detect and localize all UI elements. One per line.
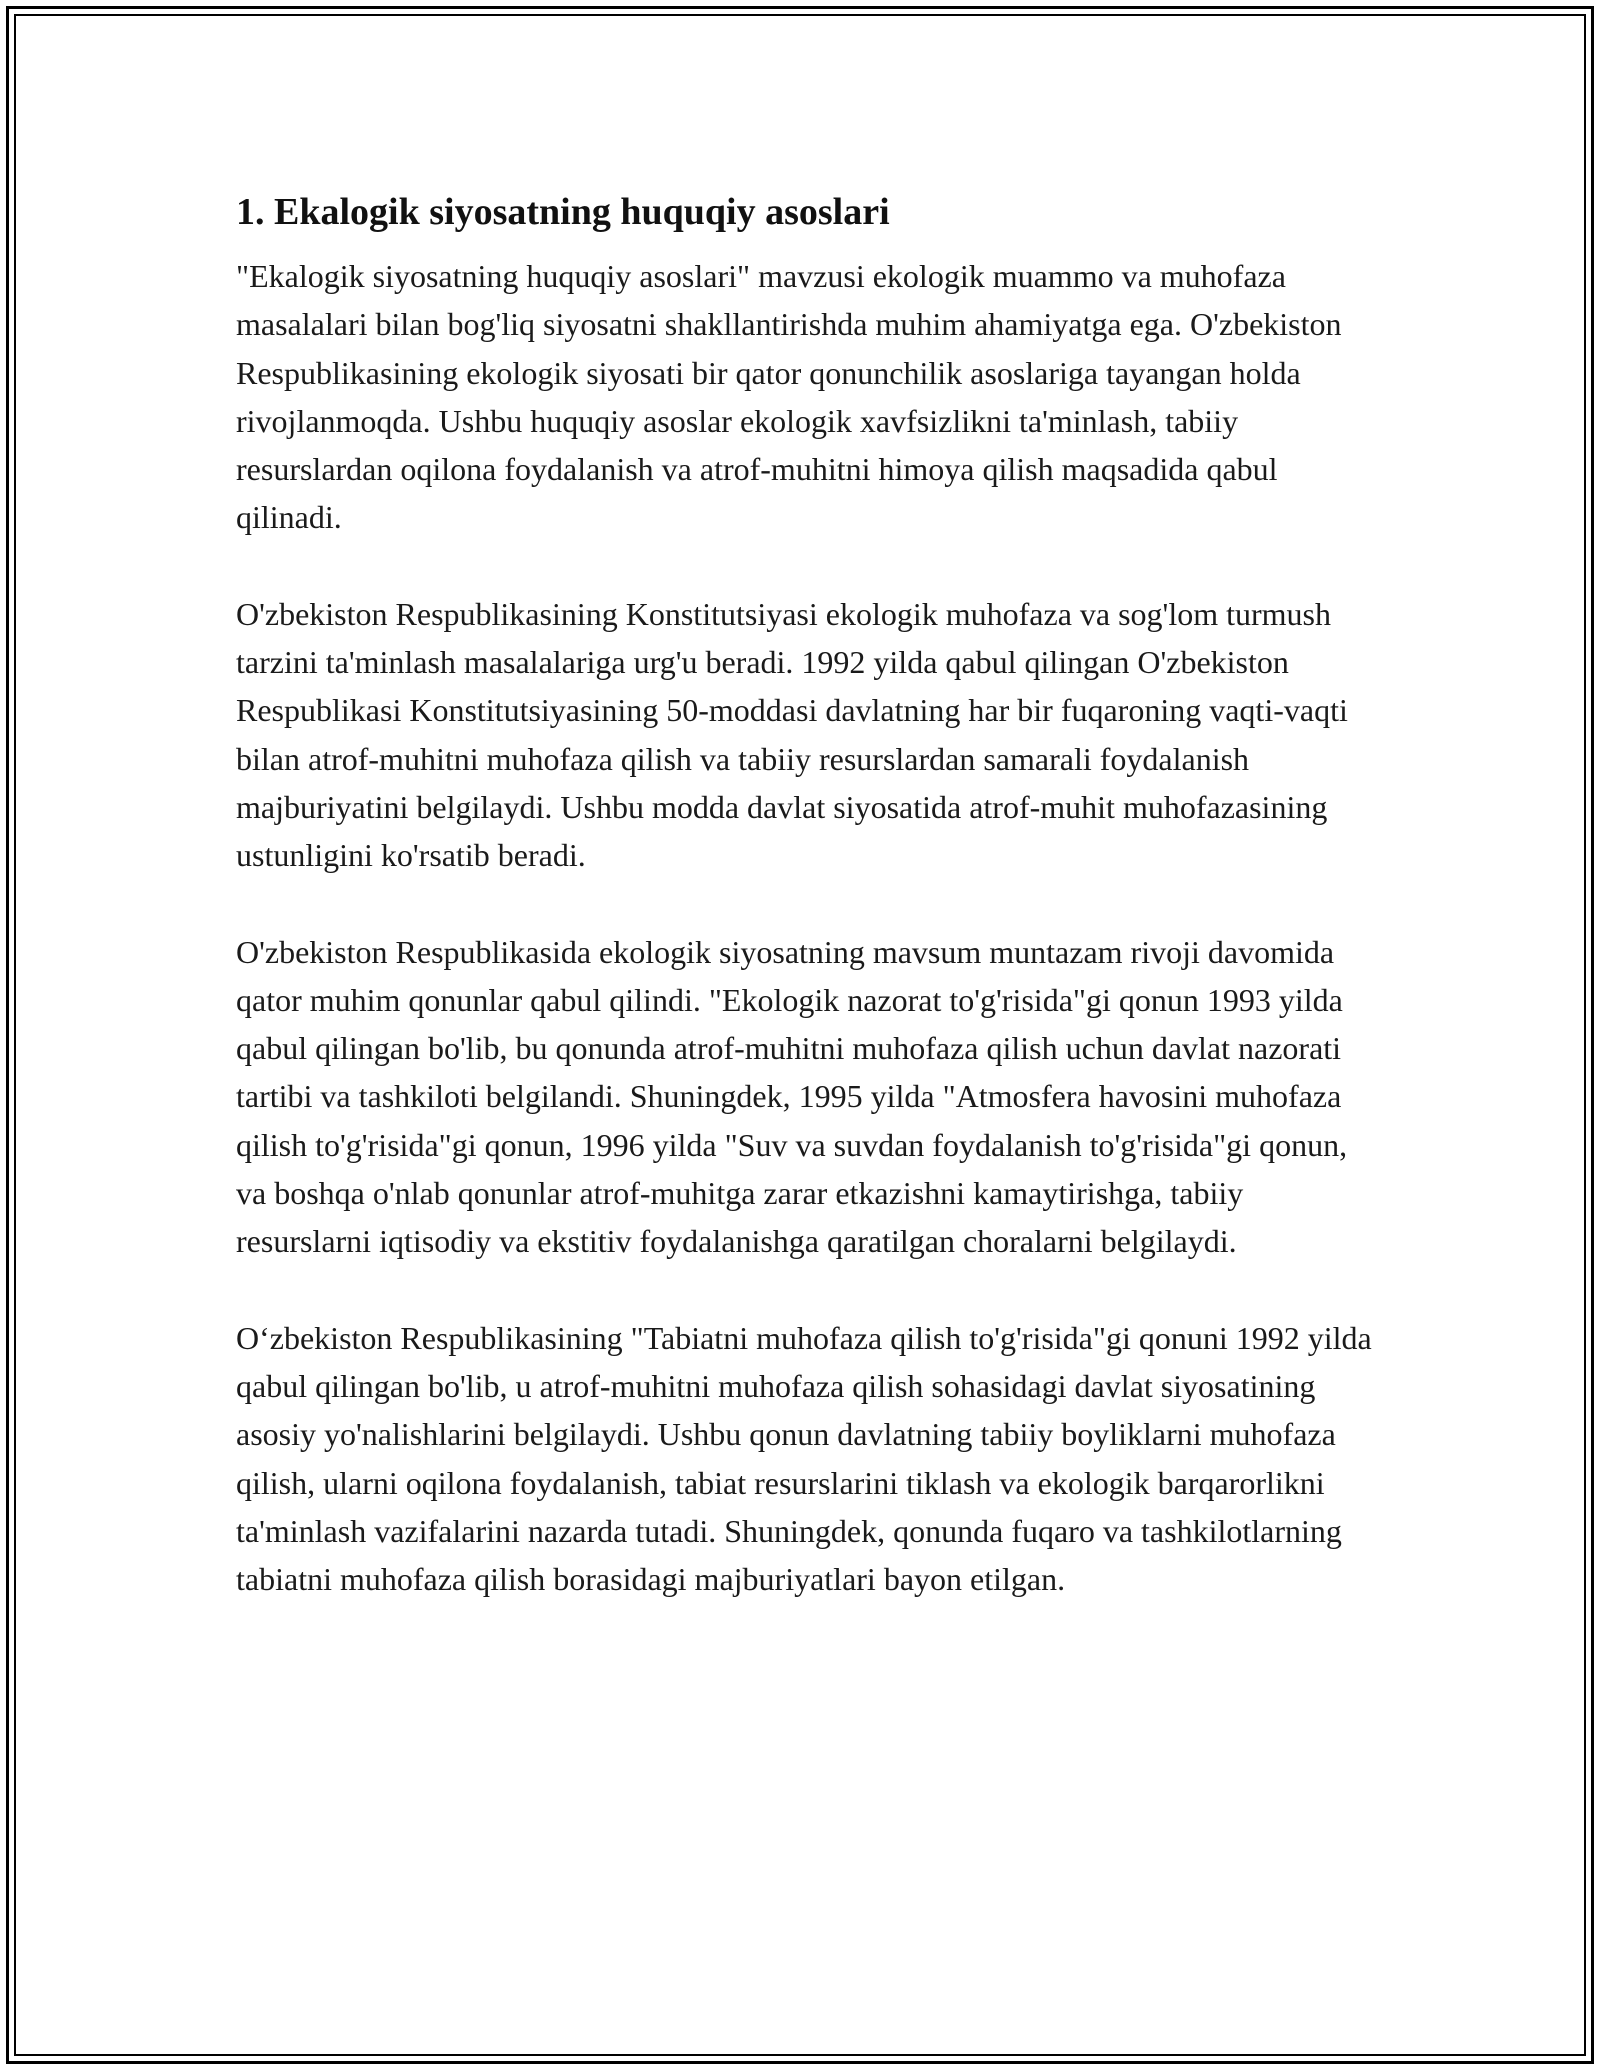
document-body (236, 186, 1372, 1651)
paragraph-2: O'zbekiston Respublikasining Konstitutsiyasi ekologik muhofaza va sog'lom turmush tarzini ta'minlash masalalariga urg'u beradi. 1992 yilda qabul qilingan O'zbekiston Respublikasi Konstitutsiyasining 50-moddasi davlatning har bir fuqaroning vaqti-vaqti bilan atrof-muhitni muhofaza qilish va tabiiy resurslardan samarali foydalanish majburiyatini belgilaydi. Ushbu modda davlat siyosatida atrof-muhit muhofazasining ustunligini ko'rsatib beradi. (236, 595, 1348, 874)
paragraph-4: O‘zbekiston Respublikasining "Tabiatni muhofaza qilish to'g'risida"gi qonuni 1992 yilda qabul qilingan bo'lib, u atrof-muhitni muhofaza qilish sohasidagi davlat siyosatining asosiy yo'nalishlarini belgilaydi. Ushbu qonun davlatning tabiiy boyliklarni muhofaza qilish, ularni oqilona foydalanish, tabiat resurslarini tiklash va ekologik barqarorlikni ta'minlash vazifalarini nazarda tutadi. Shuningdek, qonunda fuqaro va tashkilotlarning tabiatni muhofaza qilish borasidagi majburiyatlari bayon etilgan. (236, 1319, 1372, 1598)
paragraph-1: "Ekalogik siyosatning huquqiy asoslari" mavzusi ekologik muammo va muhofaza masalalari bilan bog'liq siyosatni shakllantirishda muhim ahamiyatga ega. O'zbekiston Respublikasining ekologik siyosati bir qator qonunchilik asoslariga tayangan holda rivojlanmoqda. Ushbu huquqiy asoslar ekologik xavfsizlikni ta'minlash, tabiiy resurslardan oqilona foydalanish va atrof-muhitni himoya qilish maqsadida qabul qilinadi. (236, 258, 1342, 536)
section-heading: 1. Ekalogik siyosatning huquqiy asoslari (236, 191, 890, 233)
paragraph-3: O'zbekiston Respublikasida ekologik siyosatning mavsum muntazam rivoji davomida qator muhim qonunlar qabul qilindi. "Ekologik nazorat to'g'risida"gi qonun 1993 yilda qabul qilingan bo'lib, bu qonunda atrof-muhitni muhofaza qilish uchun davlat nazorati tartibi va tashkiloti belgilandi. Shuningdek, 1995 yilda "Atmosfera havosini muhofaza qilish to'g'risida"gi qonun, 1996 yilda "Suv va suvdan foydalanish to'g'risida"gi qonun, va boshqa o'nlab qonunlar atrof-muhitga zarar etkazishni kamaytirishga, tabiiy resurslarni iqtisodiy va ekstitiv foydalanishga qaratilgan choralarni belgilaydi. (236, 933, 1348, 1260)
